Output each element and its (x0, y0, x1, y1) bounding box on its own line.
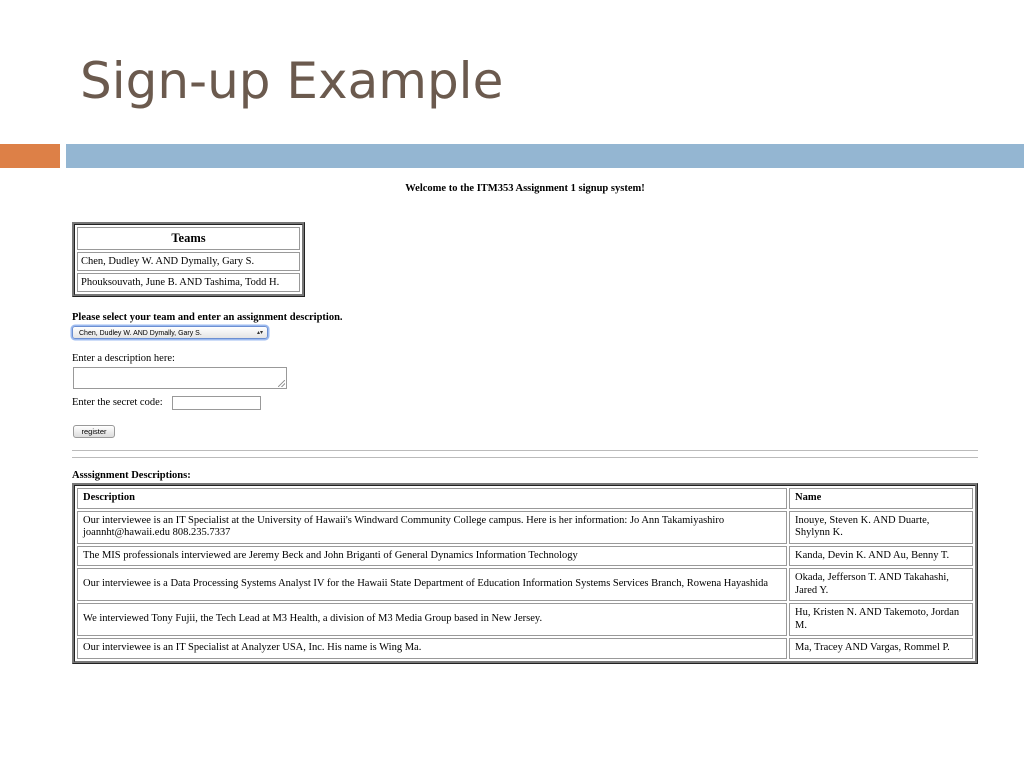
signup-web-page (72, 176, 978, 653)
team-select-value: Chen, Dudley W. AND Dymally, Gary S. (79, 330, 202, 337)
description-column-header: Description (77, 488, 787, 509)
welcome-heading: Welcome to the ITM353 Assignment 1 signup system! (405, 183, 645, 194)
slide-title: Sign-up Example (80, 52, 504, 110)
teams-table (72, 222, 305, 297)
assignment-description: The MIS professionals interviewed are Jeremy Beck and John Briganti of General Dynamics Information Technology (77, 546, 787, 567)
secret-code-input[interactable] (172, 396, 261, 410)
table-row (77, 603, 973, 636)
accent-bar-blue (66, 144, 1024, 168)
resize-grip-icon[interactable] (278, 380, 285, 387)
team-select[interactable] (72, 326, 268, 339)
team-row: Phouksouvath, June B. AND Tashima, Todd H. (77, 273, 300, 292)
assignment-name: Hu, Kristen N. AND Takemoto, Jordan M. (789, 603, 973, 636)
assignments-label: Asssignment Descriptions: (72, 470, 191, 481)
description-label: Enter a description here: (72, 353, 175, 364)
table-row (77, 511, 973, 544)
team-select-label: Please select your team and enter an assignment description. (72, 312, 343, 323)
select-arrows-icon: ▴▾ (256, 330, 263, 336)
team-row: Chen, Dudley W. AND Dymally, Gary S. (77, 252, 300, 271)
assignment-description: Our interviewee is a Data Processing Systems Analyst IV for the Hawaii State Department of Education Information Systems Services Branch, Rowena Hayashida (77, 568, 787, 601)
table-row (77, 638, 973, 659)
assignment-name: Ma, Tracey AND Vargas, Rommel P. (789, 638, 973, 659)
assignment-name: Okada, Jefferson T. AND Takahashi, Jared Y. (789, 568, 973, 601)
register-button[interactable]: register (73, 425, 115, 438)
description-textarea[interactable] (73, 367, 287, 389)
assignment-description: Our interviewee is an IT Specialist at Analyzer USA, Inc. His name is Wing Ma. (77, 638, 787, 659)
assignment-description: We interviewed Tony Fujii, the Tech Lead at M3 Health, a division of M3 Media Group based in New Jersey. (77, 603, 787, 636)
secret-code-label: Enter the secret code: (72, 397, 163, 408)
divider (72, 457, 978, 458)
accent-bar-orange (0, 144, 60, 168)
assignment-name: Inouye, Steven K. AND Duarte, Shylynn K. (789, 511, 973, 544)
divider (72, 450, 978, 451)
name-column-header: Name (789, 488, 973, 509)
assignment-description: Our interviewee is an IT Specialist at the University of Hawaii's Windward Community College campus. Here is her information: Jo Ann Takamiyashiro joannht@hawaii.edu 808.235.7337 (77, 511, 787, 544)
assignments-table (72, 483, 978, 664)
assignment-name: Kanda, Devin K. AND Au, Benny T. (789, 546, 973, 567)
table-row (77, 546, 973, 567)
teams-header: Teams (77, 227, 300, 250)
table-row (77, 568, 973, 601)
